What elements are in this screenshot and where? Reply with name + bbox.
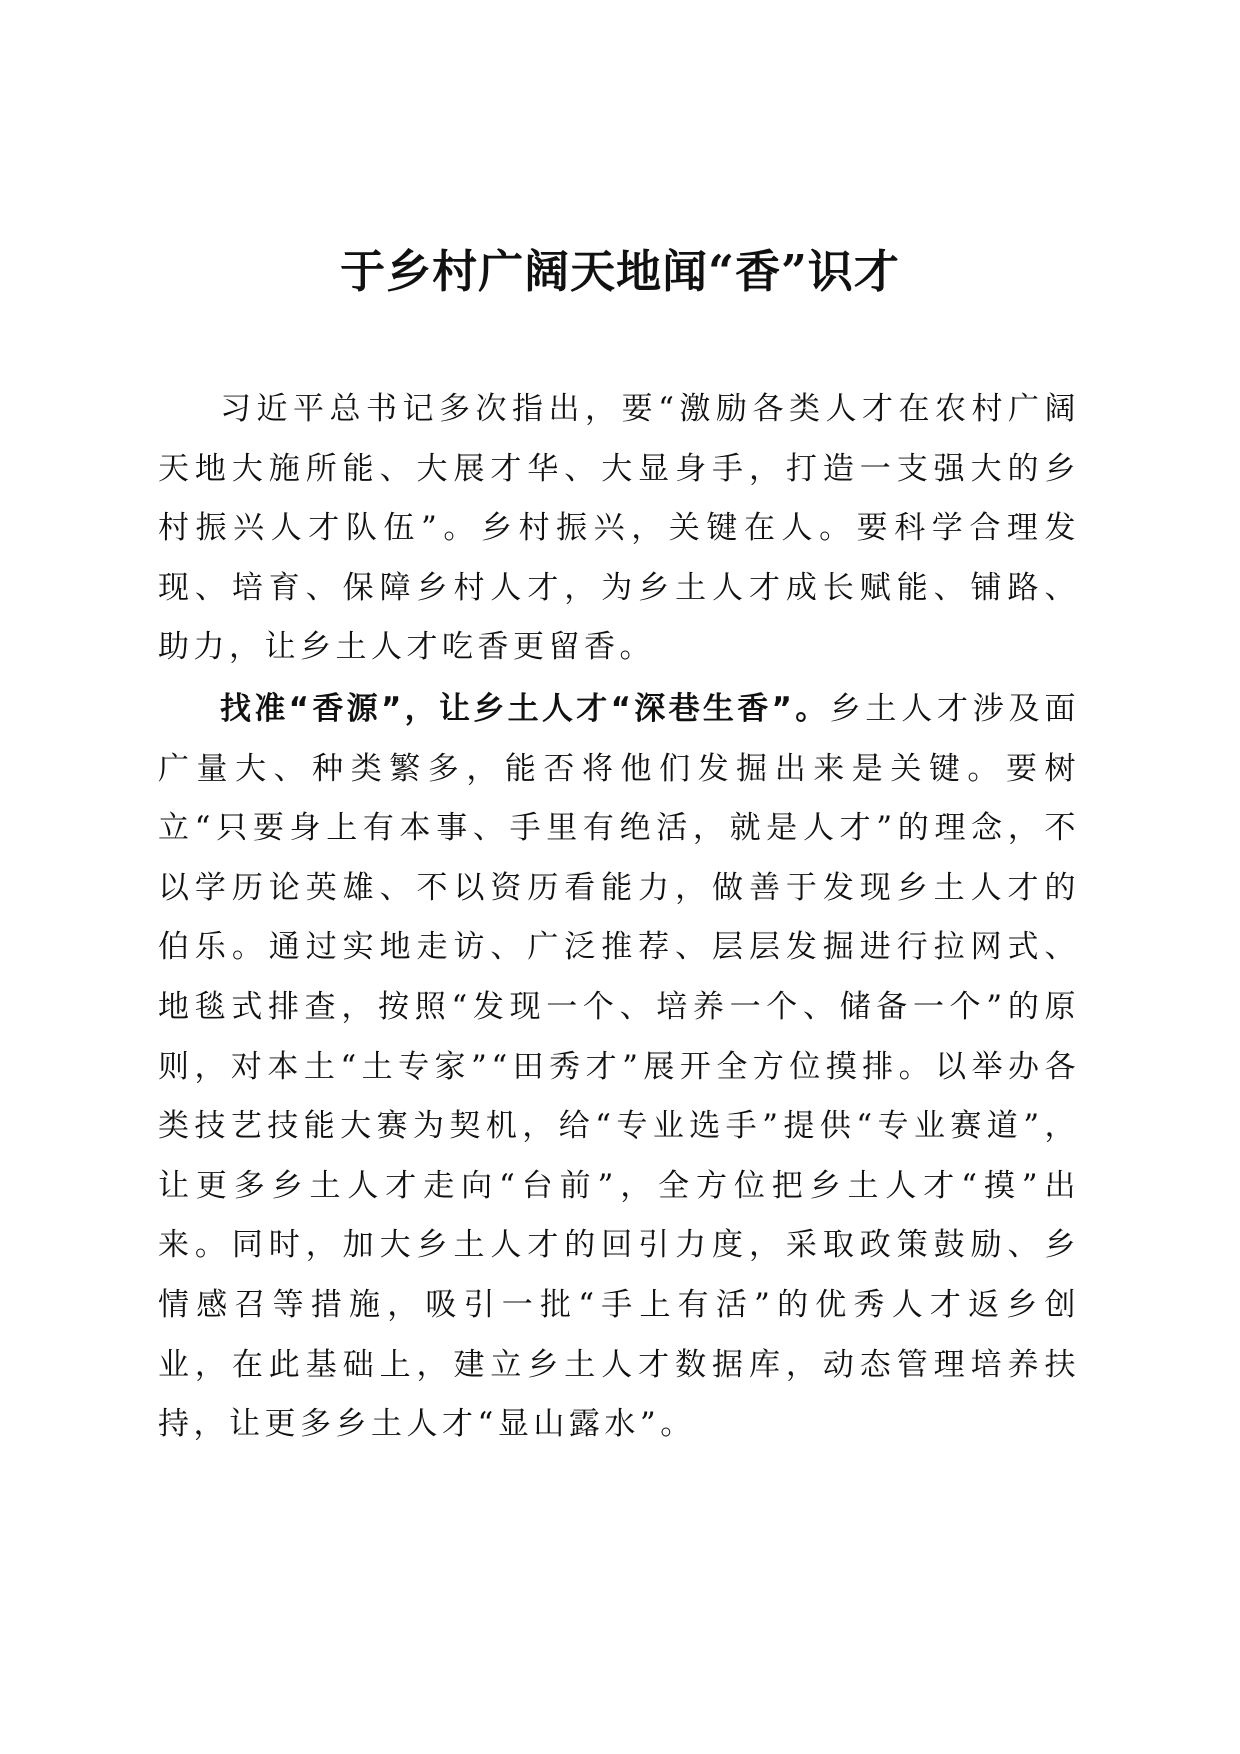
paragraph-intro: [158, 380, 1080, 678]
paragraph-section-one: [158, 680, 1080, 1455]
paragraph-text: 乡土人才涉及面广量大、种类繁多，能否将他们发掘出来是关键。要树立“只要身上有本事、手里有绝活，就是人才”的理念，不以学历论英雄、不以资历看能力，做善于发现乡土人才的伯乐。通过实地走访、广泛推荐、层层发掘进行拉网式、地毯式排查，按照“发现一个、培养一个、储备一个”的原则，对本土“土专家”“田秀才”展开全方位摸排。以举办各类技艺技能大赛为契机，给“专业选手”提供“专业赛道”，让更多乡土人才走向“台前”，全方位把乡土人才“摸”出来。同时，加大乡土人才的回引力度，采取政策鼓励、乡情感召等措施，吸引一批“手上有活”的优秀人才返乡创业，在此基础上，建立乡土人才数据库，动态管理培养扶持，让更多乡土人才“显山露水”。: [158, 690, 1080, 1443]
page-title: 于乡村广阔天地闻“香”识才: [340, 245, 900, 298]
article-body: [158, 380, 1080, 1455]
paragraph-lead-heading: 找准“香源”，让乡土人才“深巷生香”。: [220, 690, 830, 727]
paragraph-text: 习近平总书记多次指出，要“激励各类人才在农村广阔天地大施所能、大展才华、大显身手，打造一支强大的乡村振兴人才队伍”。乡村振兴，关键在人。要科学合理发现、培育、保障乡村人才，为乡土人才成长赋能、铺路、助力，让乡土人才吃香更留香。: [158, 391, 1080, 666]
